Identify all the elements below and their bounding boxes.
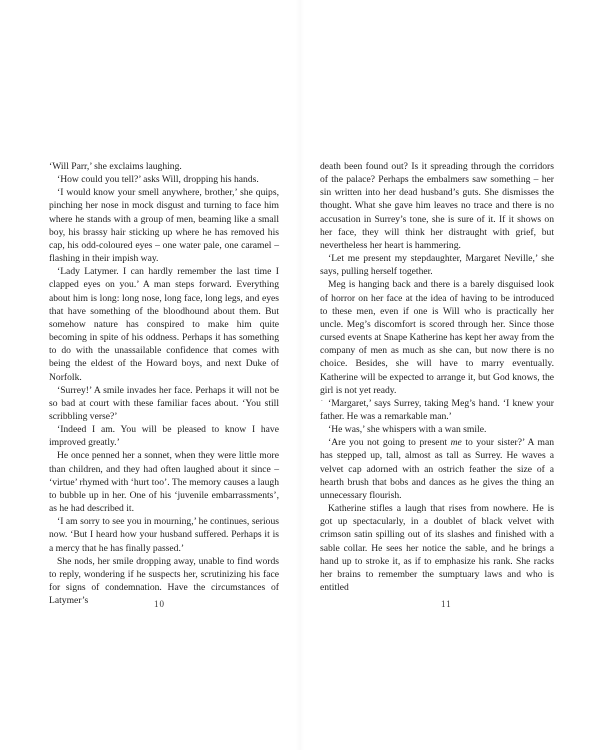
paragraph: ‘Margaret,’ says Surrey, taking Meg’s hand. ‘I knew your father. He was a remarkable man.’ xyxy=(320,397,554,422)
paragraph: ‘Let me present my stepdaughter, Margaret Neville,’ she says, pulling herself together. xyxy=(320,253,554,278)
paragraph: He once penned her a sonnet, when they were little more than children, and they had often laughed about it since – ‘virtue’ rhymed with ‘hurt too’. The memory causes a laugh to bubble up in her. One of his ‘juvenile embarrassments’, as he had described it. xyxy=(49,450,279,515)
paragraph: death been found out? Is it spreading through the corridors of the palace? Perhaps the embalmers saw something – her sin written into her dead husband’s guts. She dismisses the thought. What she gave him leaves no trace and there is no accusation in Surrey’s tone, she is sure of it. If it shows on her face, they will think her distraught with grief, but nevertheless her heart is hammering. xyxy=(320,161,554,251)
right-page-text xyxy=(320,160,554,594)
paragraph: She nods, her smile dropping away, unable to find words to reply, wondering if he suspects her, scrutinizing his face for signs of condemnation. Have the circumstances of Latymer’s xyxy=(49,555,279,607)
paragraph: Meg is hanging back and there is a barely disguised look of horror on her face at the idea of having to be introduced to these men, even if one is Will who is practically her uncle. Meg’s discomfort is scored through her. Since those cursed events at Snape Katherine has kept her away from the company of men as much as she can, but now there is no choice. Besides, she will have to marry eventually. Katherine will be expected to arrange it, but God knows, the girl is not yet ready. xyxy=(320,279,554,396)
paragraph: ‘How could you tell?’ asks Will, dropping his hands. xyxy=(57,174,259,186)
paragraph: ‘He was,’ she whispers with a wan smile. xyxy=(328,424,487,436)
left-page-text xyxy=(49,160,279,607)
book-gutter xyxy=(296,0,304,750)
paragraph: ‘Indeed I am. You will be pleased to know I have improved greatly.’ xyxy=(49,424,279,449)
paragraph: ‘Surrey!’ A smile invades her face. Perhaps it will not be so bad at court with these familiar faces about. ‘You still scribbling verse?’ xyxy=(49,384,279,422)
emphasis: me xyxy=(450,437,462,449)
paragraph: ‘Will Parr,’ she exclaims laughing. xyxy=(49,161,182,172)
paragraph: ‘I would know your smell anywhere, brother,’ she quips, pinching her nose in mock disgust and turning to face him where he stands with a group of men, beaming like a small boy, his brassy hair sticking up where he has removed his cap, his odd-coloured eyes – one water pale, one caramel – flashing in their impish way. xyxy=(49,187,279,265)
page-number-right: 11 xyxy=(441,599,452,609)
page-number-left: 10 xyxy=(154,599,165,609)
paragraph: ‘Lady Latymer. I can hardly remember the last time I clapped eyes on you.’ A man steps forward. Everything about him is long: long nose, long face, long legs, and eyes that have something of the bloodhound about them. But somehow nature has conspired to make him quite becoming in spite of his oddness. Perhaps it has something to do with the unassailable confidence that comes with being the eldest of the Howard boys, and next Duke of Norfolk. xyxy=(49,266,279,383)
paragraph: Katherine stifles a laugh that rises from nowhere. He is got up spectacularly, in a doublet of black velvet with crimson satin spilling out of its slashes and finished with a sable collar. He sees her notice the sable, and he brings a hand up to stroke it, as if to emphasize his rank. She racks her brains to remember the sumptuary laws and who is entitled xyxy=(320,503,554,593)
stray-mark: . xyxy=(321,395,323,403)
paragraph: ‘Are you not going to present me to your sister?’ A man has stepped up, tall, almost as tall as Surrey. He waves a velvet cap adorned with an ostrich feather the size of a hearth brush that bobs and dances as he gives the thing an unnecessary flourish. xyxy=(320,437,554,501)
paragraph: ‘I am sorry to see you in mourning,’ he continues, serious now. ‘But I heard how your husband suffered. Perhaps it is a mercy that he has finally passed.’ xyxy=(49,516,279,554)
